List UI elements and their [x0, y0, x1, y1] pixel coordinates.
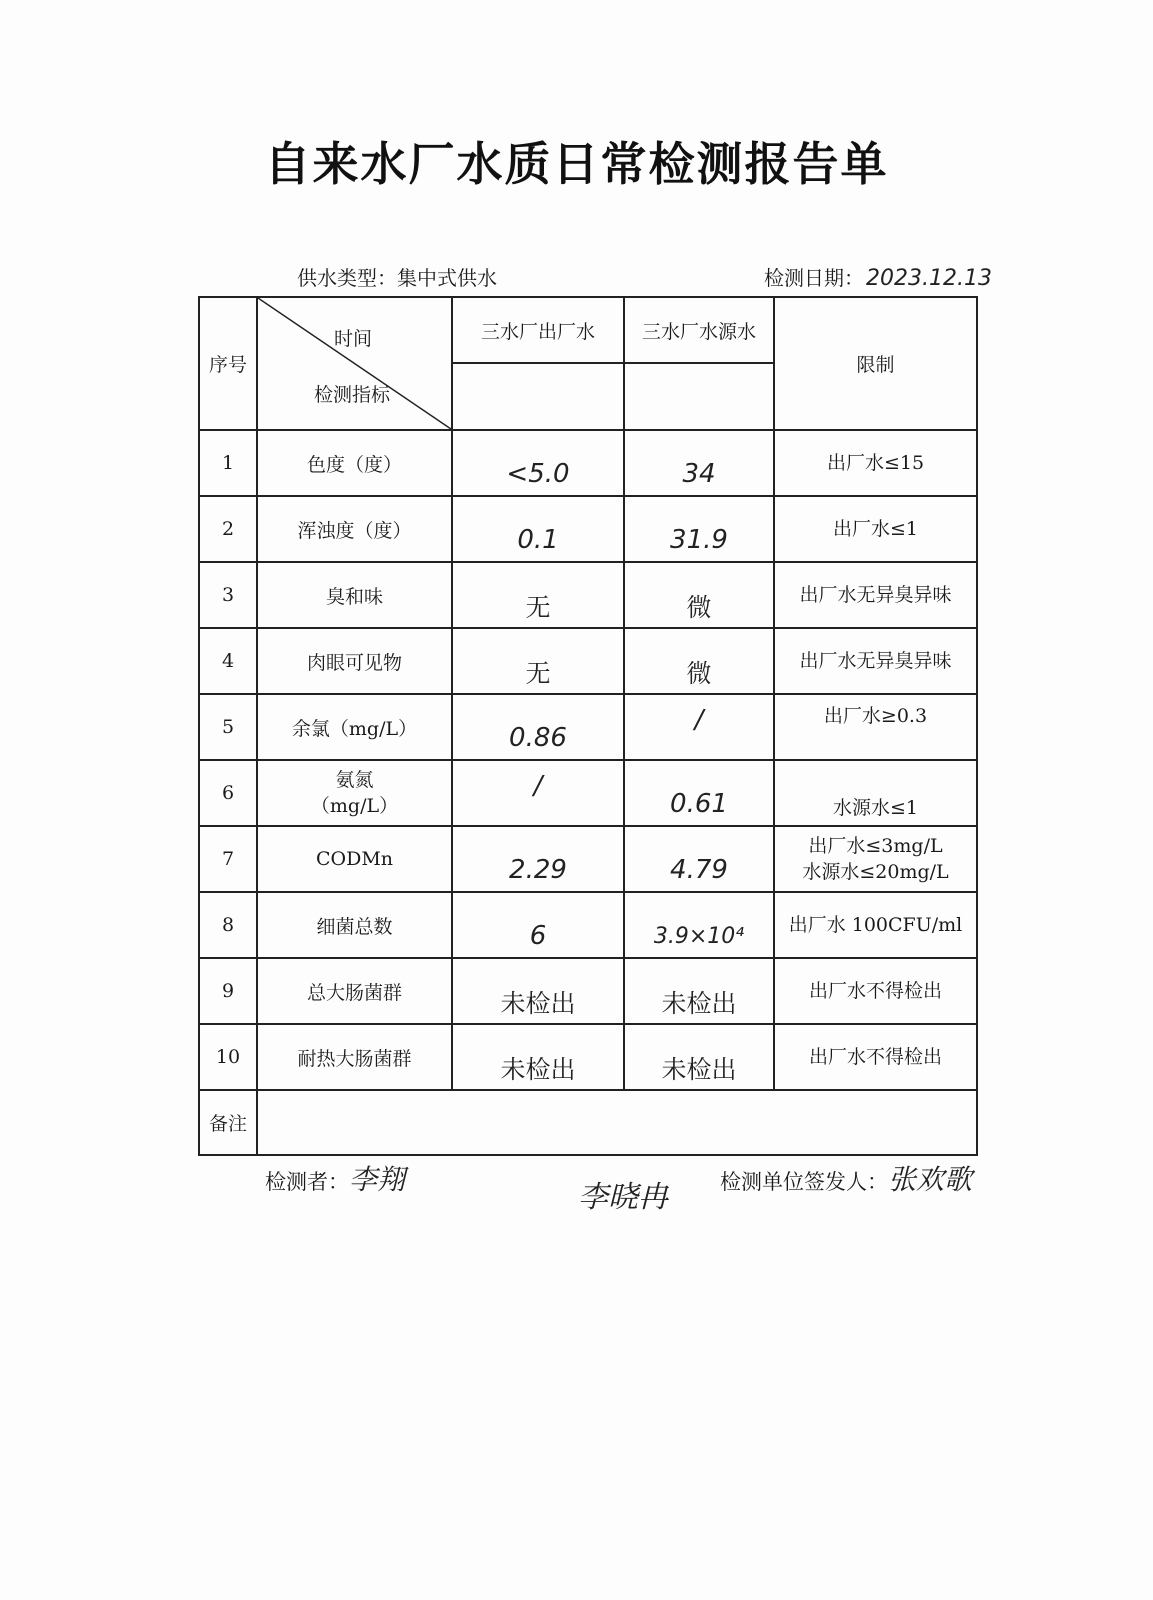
tester-name: 李翔: [349, 1163, 406, 1196]
row-value-a: 无: [525, 593, 551, 622]
row-limit: 水源水≤1: [832, 797, 918, 819]
supply-type-value: 集中式供水: [397, 266, 497, 290]
table-row: [199, 958, 977, 1024]
header-time: 时间: [334, 328, 373, 350]
row-index: 3: [199, 562, 257, 628]
remarks-label: 备注: [199, 1090, 257, 1155]
row-limit: 出厂水不得检出: [774, 1024, 977, 1090]
table-row: [199, 760, 977, 826]
row-value-b: 0.61: [670, 789, 728, 819]
row-value-a: 2.29: [509, 855, 567, 885]
remarks-content: [257, 1090, 977, 1155]
row-indicator: CODMn: [257, 826, 452, 892]
table-row: [199, 826, 977, 892]
table-row: [199, 628, 977, 694]
row-indicator: 肉眼可见物: [257, 628, 452, 694]
diagonal-line: [258, 298, 451, 429]
header-col-b-blank: [624, 363, 774, 430]
header-indicator: 检测指标: [314, 384, 391, 406]
header-col-a-blank: [452, 363, 624, 430]
row-limit: [774, 826, 977, 892]
row-value-a: 0.1: [517, 525, 559, 555]
row-limit: 出厂水≤1: [774, 496, 977, 562]
row-indicator: 细菌总数: [257, 892, 452, 958]
row-value-b: 未检出: [661, 1055, 737, 1084]
table-row: [199, 496, 977, 562]
table-row: [199, 694, 977, 760]
row-index: 8: [199, 892, 257, 958]
supply-type: [297, 262, 497, 291]
issuer-label: 检测单位签发人：: [720, 1170, 888, 1194]
row-limit-line1: 出厂水≤3mg/L: [808, 835, 943, 857]
table-row: [199, 892, 977, 958]
row-index: 1: [199, 430, 257, 496]
row-indicator: [257, 760, 452, 826]
row-value-b: 4.79: [670, 855, 728, 885]
row-value-a: 未检出: [500, 1055, 576, 1084]
row-indicator-line1: 氨氮: [335, 769, 374, 791]
tester-signature: [265, 1158, 405, 1198]
row-limit: 出厂水 100CFU/ml: [774, 892, 977, 958]
header-col-b: 三水厂水源水: [624, 297, 774, 363]
header-seq: 序号: [199, 297, 257, 430]
header-col-a: 三水厂出厂水: [452, 297, 624, 363]
row-index: 6: [199, 760, 257, 826]
row-limit: 出厂水≥0.3: [823, 705, 928, 727]
row-value-a: <5.0: [506, 459, 570, 489]
row-indicator: 臭和味: [257, 562, 452, 628]
row-value-b: 微: [686, 593, 712, 622]
row-value-b: 3.9×10⁴: [653, 923, 745, 949]
table-row: [199, 430, 977, 496]
row-value-a: /: [533, 771, 543, 801]
row-value-b: /: [694, 705, 704, 735]
report-table: [198, 296, 978, 1156]
second-signature: 李晓冉: [578, 1180, 668, 1215]
report-title: 自来水厂水质日常检测报告单: [264, 137, 889, 191]
row-indicator: 总大肠菌群: [257, 958, 452, 1024]
tester-label: 检测者：: [265, 1170, 349, 1194]
issuer-name: 张欢歌: [888, 1163, 973, 1196]
row-limit: 出厂水无异臭异味: [774, 562, 977, 628]
table-row: [199, 1024, 977, 1090]
row-indicator: 耐热大肠菌群: [257, 1024, 452, 1090]
row-value-b: 未检出: [661, 989, 737, 1018]
row-value-a: 无: [525, 659, 551, 688]
row-value-b: 34: [682, 459, 716, 489]
row-value-a: 0.86: [509, 723, 567, 753]
row-indicator: 浑浊度（度）: [257, 496, 452, 562]
row-index: 7: [199, 826, 257, 892]
row-limit-line2: 水源水≤20mg/L: [802, 861, 949, 883]
row-value-a: 6: [529, 921, 547, 951]
test-date-label: 检测日期：: [764, 266, 864, 290]
row-indicator: 余氯（mg/L）: [257, 694, 452, 760]
row-value-b: 微: [686, 659, 712, 688]
issuer-signature: [720, 1158, 972, 1198]
row-index: 2: [199, 496, 257, 562]
row-limit: 出厂水≤15: [774, 430, 977, 496]
row-index: 5: [199, 694, 257, 760]
row-value-a: 未检出: [500, 989, 576, 1018]
row-indicator: 色度（度）: [257, 430, 452, 496]
test-date: [764, 262, 992, 291]
supply-type-label: 供水类型：: [297, 266, 397, 290]
header-limit: 限制: [774, 297, 977, 430]
table-row: [199, 562, 977, 628]
test-date-value: 2023.12.13: [866, 266, 992, 291]
header-diagonal-cell: [257, 297, 452, 430]
row-limit: 出厂水无异臭异味: [774, 628, 977, 694]
row-index: 4: [199, 628, 257, 694]
remarks-row: [199, 1090, 977, 1155]
row-indicator-line2: （mg/L）: [310, 795, 399, 817]
row-limit: 出厂水不得检出: [774, 958, 977, 1024]
row-index: 10: [199, 1024, 257, 1090]
row-index: 9: [199, 958, 257, 1024]
table-header-row: [199, 297, 977, 363]
row-value-b: 31.9: [670, 525, 728, 555]
